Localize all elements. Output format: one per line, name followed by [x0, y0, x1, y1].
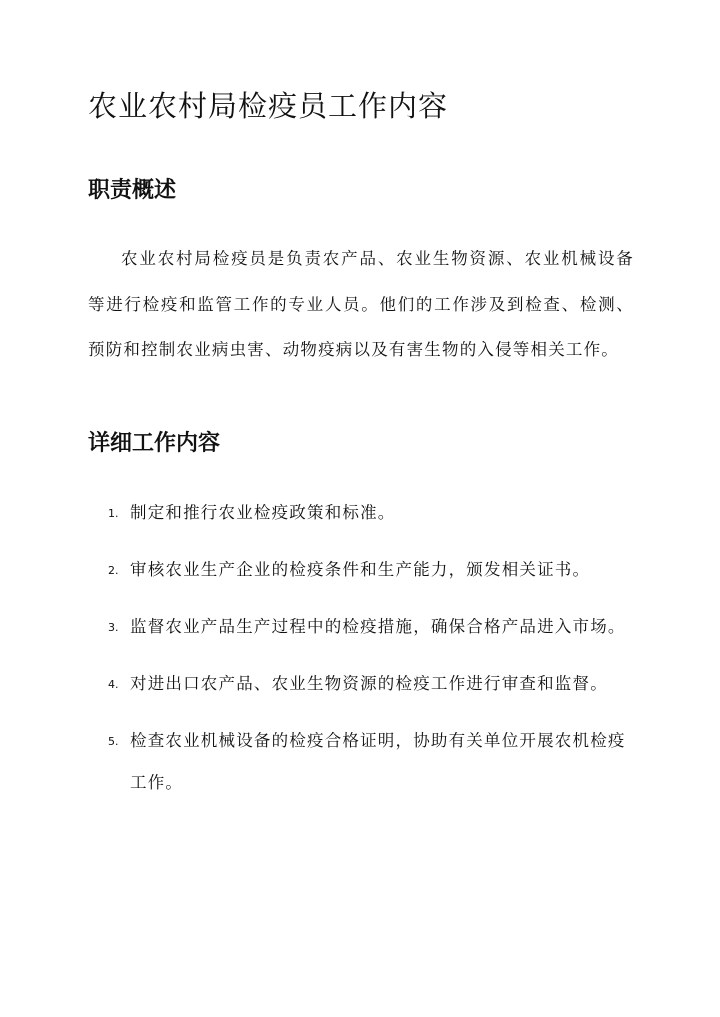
task-number: 3. — [108, 621, 119, 634]
task-item-3 — [88, 606, 634, 648]
task-item-4 — [88, 663, 634, 705]
task-text: 审核农业生产企业的检疫条件和生产能力，颁发相关证书。 — [130, 560, 591, 579]
task-number: 2. — [108, 564, 119, 577]
document-title: 农业农村局检疫员工作内容 — [88, 89, 449, 123]
task-item-1 — [88, 492, 634, 534]
task-item-2 — [88, 549, 634, 591]
task-list — [88, 492, 634, 819]
task-item-5 — [88, 720, 634, 804]
section-heading-details: 详细工作内容 — [88, 430, 221, 456]
task-text: 制定和推行农业检疫政策和标准。 — [130, 503, 396, 522]
task-text: 对进出口农产品、农业生物资源的检疫工作进行审查和监督。 — [130, 674, 608, 693]
task-number: 5. — [108, 735, 119, 748]
duties-paragraph: 农业农村局检疫员是负责农产品、农业生物资源、农业机械设备等进行检疫和监管工作的专业人员。他们的工作涉及到检查、检测、预防和控制农业病虫害、动物疫病以及有害生物的入侵等相关工作。 — [88, 249, 634, 359]
task-text: 监督农业产品生产过程中的检疫措施，确保合格产品进入市场。 — [130, 617, 626, 636]
task-text: 检查农业机械设备的检疫合格证明，协助有关单位开展农机检疫工作。 — [130, 731, 626, 792]
task-number: 1. — [108, 507, 119, 520]
section-heading-duties: 职责概述 — [88, 177, 177, 203]
task-number: 4. — [108, 678, 119, 691]
